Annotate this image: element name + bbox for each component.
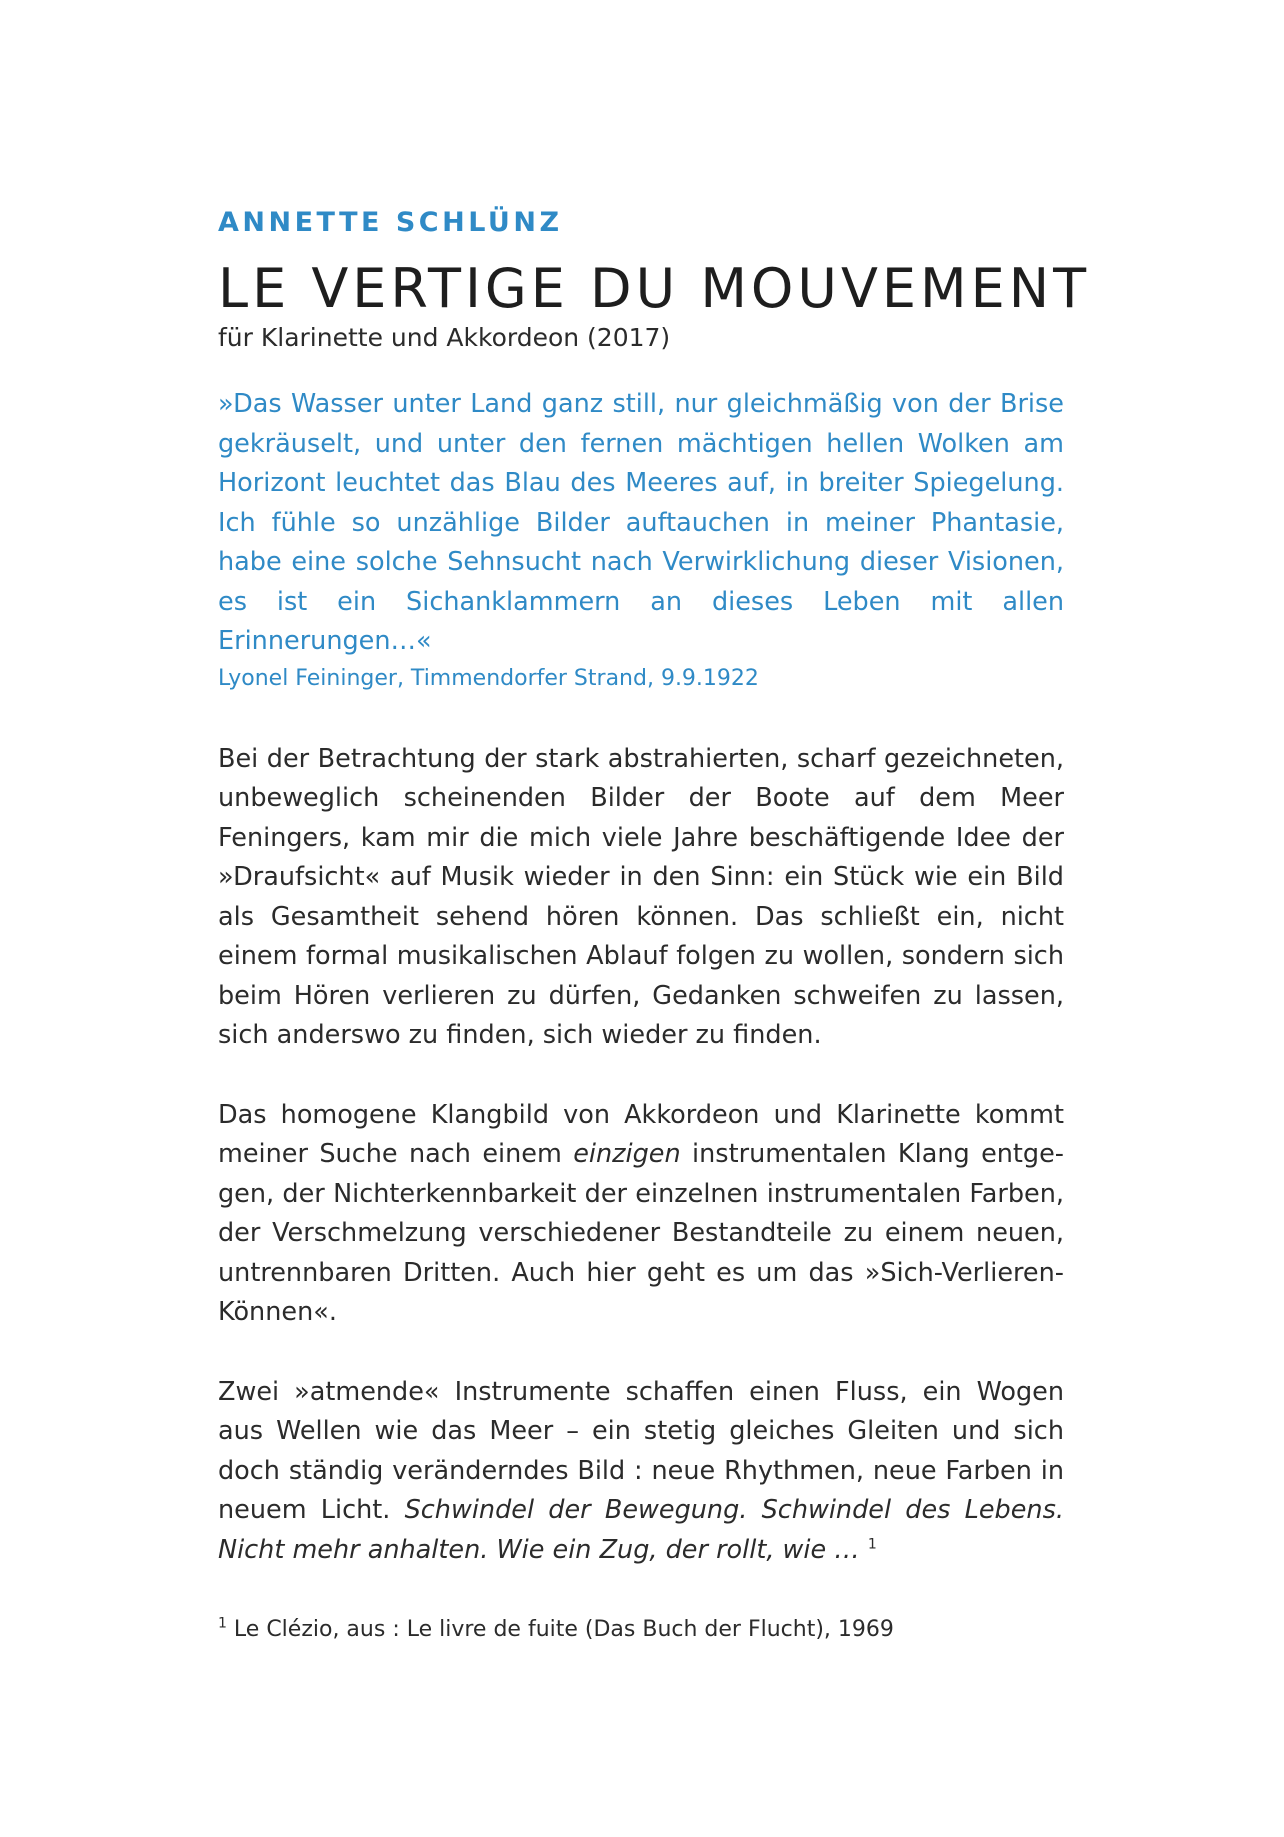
paragraph-3-text-start: Zwei »atmende« Instrumente schaffen einen Fluss, ein Wogen aus Wellen wie das Meer – ein stetig gleiches Gleiten und sich doch ständig veränderndes Bild : neue Rhythmen, neue Farben in neuem Licht. (218, 1376, 1064, 1525)
quote-source: Lyonel Feininger, Timmendorfer Strand, 9.9.1922 (218, 665, 759, 691)
body-paragraph-1: Bei der Betrachtung der stark abstrahierten, scharf gezeichneten, unbeweglich scheinenden Bilder der Boote auf dem Meer Feningers, kam mir die mich viele Jahre beschäftigende Idee der »Draufsicht« auf Musik wieder in den Sinn: ein Stück wie ein Bild als Gesamtheit sehend hören können. Das schließt ein, nicht einem formal musikalischen Ablauf folgen zu wollen, sondern sich beim Hören verlieren zu dürfen, Gedanken schweifen zu lassen, sich anderswo zu finden, sich wieder zu finden. (218, 743, 1064, 1050)
paragraph-2-emphasis: einzigen (573, 1139, 681, 1169)
footnote-reference: 1 (867, 1536, 877, 1552)
footnote (218, 1614, 1064, 1646)
paragraph-2-text-start: Das homogene Klangbild von Akkordeon und Klarinette kommt meiner Suche nach einem (218, 1099, 1064, 1169)
body-paragraph-3 (218, 1373, 1064, 1571)
paragraph-3-emphasis: Schwindel der Bewegung. Schwindel des Lebens. Nicht mehr anhalten. Wie ein Zug, der rollt, wie … (218, 1495, 1064, 1565)
footnote-text: Le Clézio, aus : Le livre de fuite (Das Buch der Flucht), 1969 (233, 1617, 894, 1642)
footnote-number: 1 (218, 1615, 227, 1632)
page-title: LE VERTIGE DU MOUVEMENT (218, 257, 1091, 320)
paragraph-2-text-end: instrumentalen Klang entgegen, der Nichterkennbarkeit der einzelnen instrumentalen Farben, der Verschmelzung verschiedener Bestandteile zu einem neuen, untrennbaren Dritten. Auch hier geht es um das »Sich-Verlieren-Können«. (218, 1139, 1064, 1327)
author-name: ANNETTE SCHLÜNZ (218, 207, 563, 238)
program-note-page (218, 205, 1091, 1646)
epigraph-quote (218, 385, 1064, 696)
body-paragraph-2 (218, 1096, 1064, 1333)
subtitle: für Klarinette und Akkordeon (2017) (218, 323, 671, 352)
quote-text: »Das Wasser unter Land ganz still, nur gleichmäßig von der Brise gekräuselt, und unter den fernen mächtigen hellen Wolken am Horizont leuchtet das Blau des Meeres auf, in breiter Spiegelung. Ich fühle so unzählige Bilder auftauchen in meiner Phantasie, habe eine solche Sehnsucht nach Verwirklichung dieser Visionen, es ist ein Sichanklammern an dieses Leben mit allen Erinnerungen…« (218, 389, 1064, 656)
